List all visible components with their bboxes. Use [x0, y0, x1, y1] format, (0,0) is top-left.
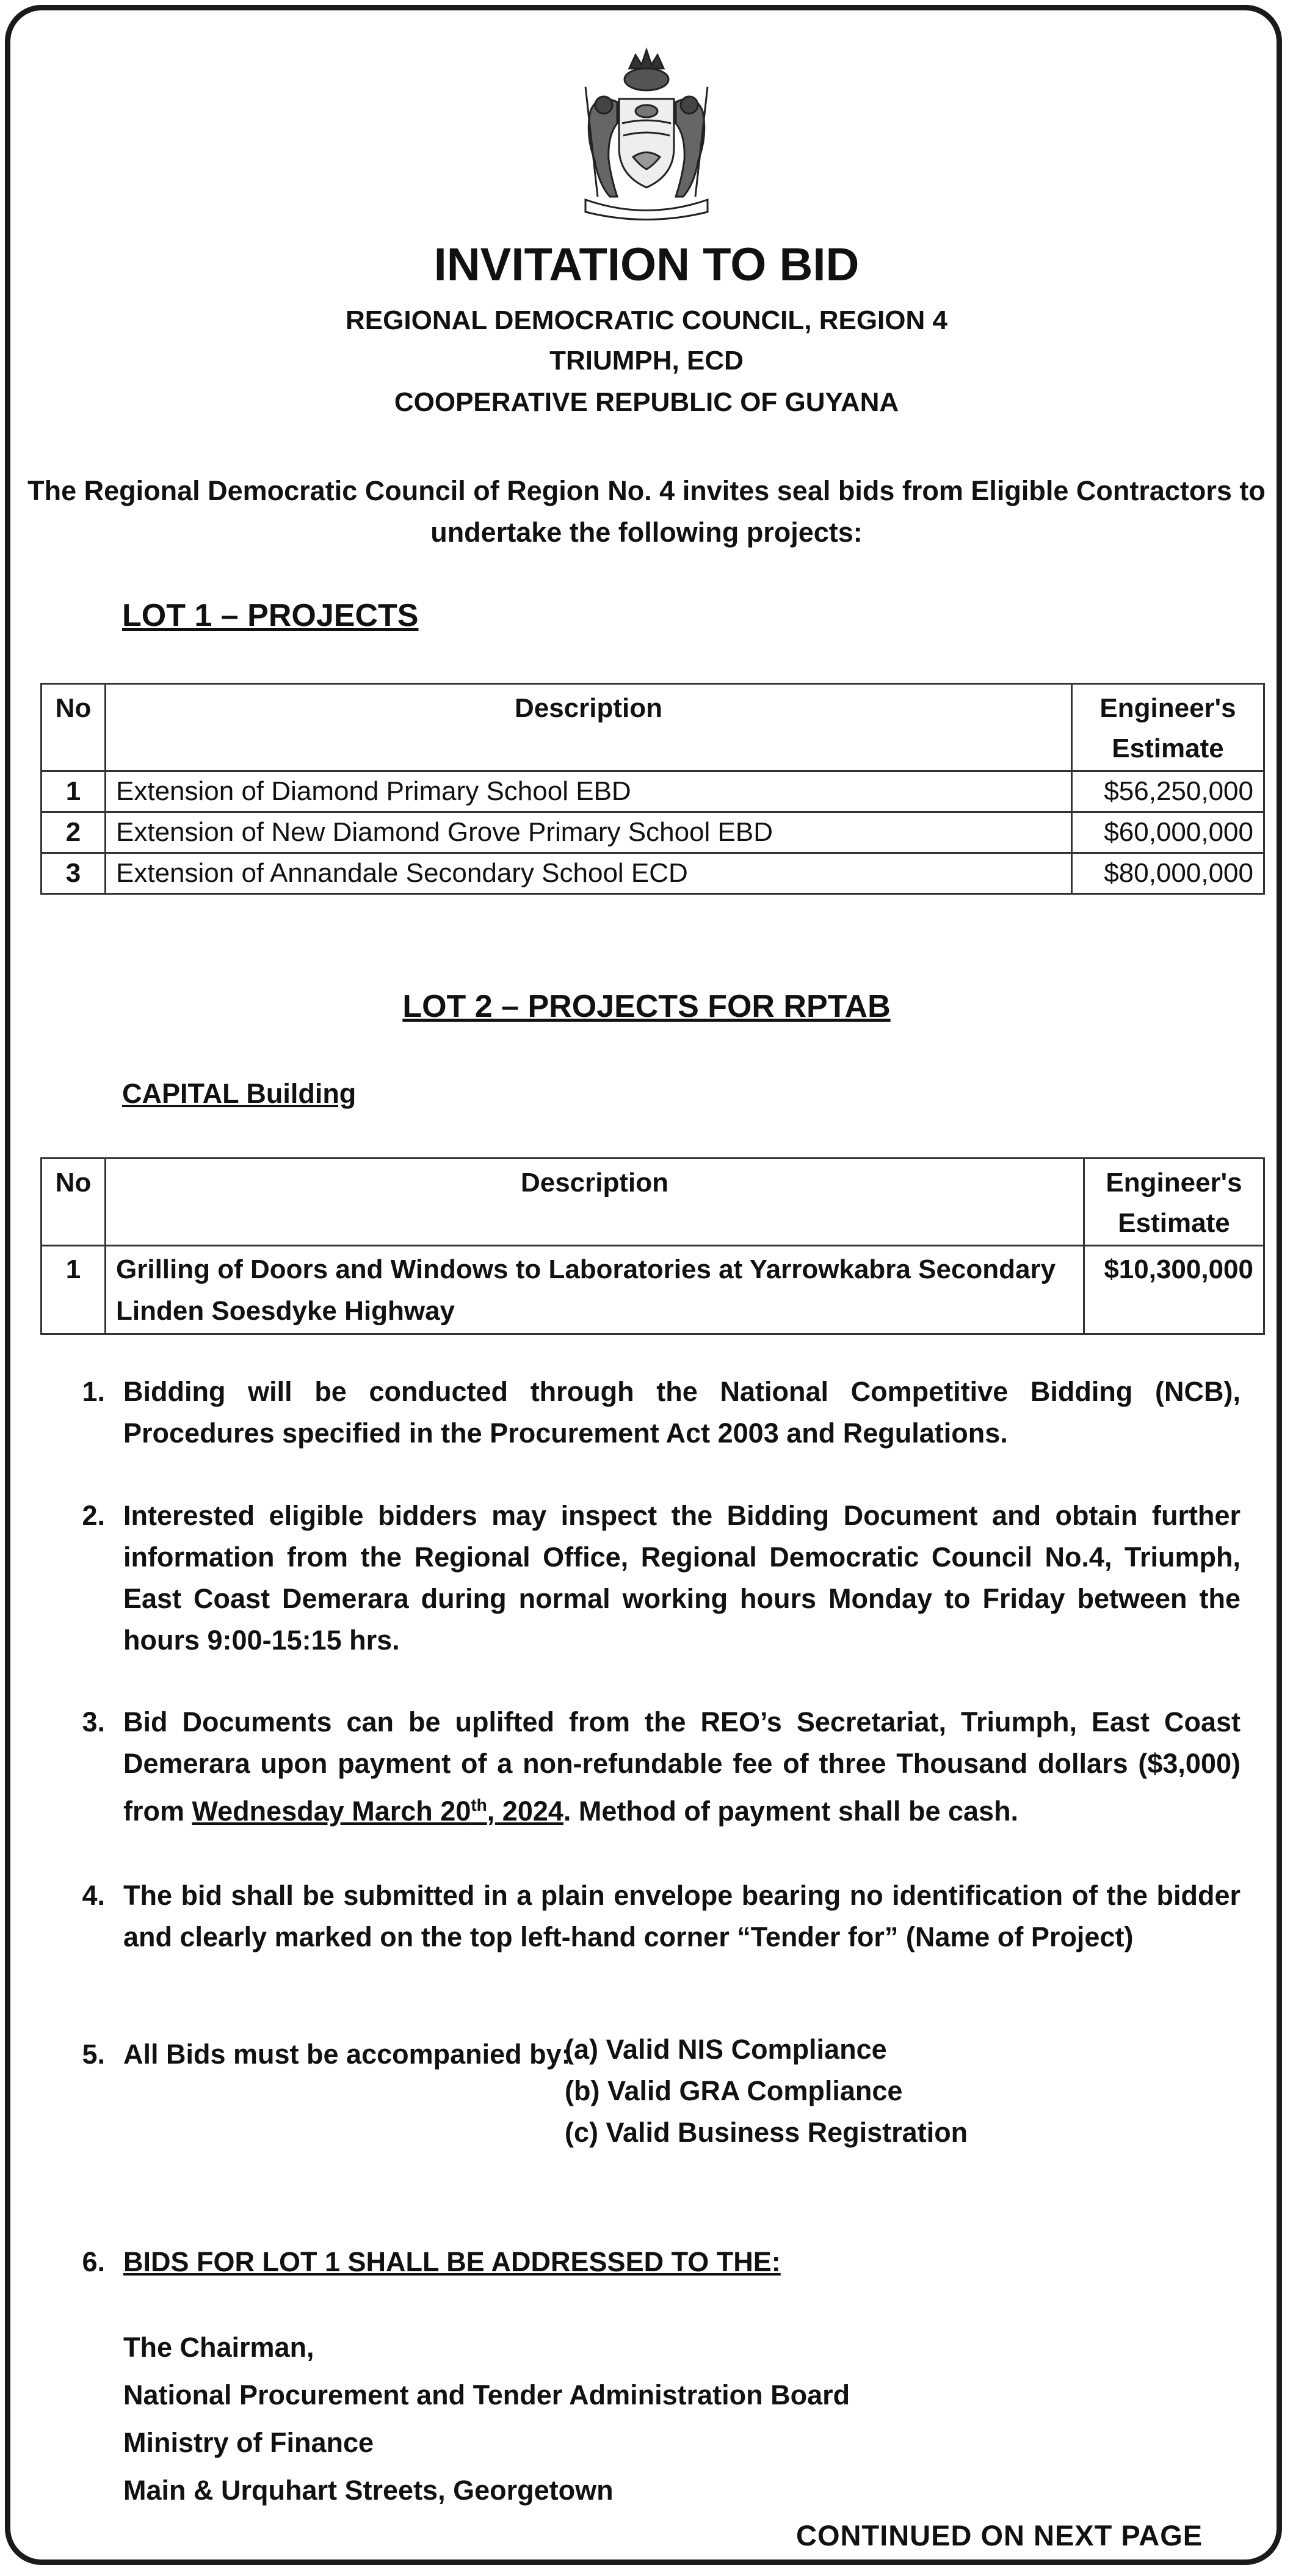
address-line: The Chairman,: [123, 2332, 314, 2363]
list-item: 1. Bidding will be conducted through the National Competitive Bidding (NCB), Procedures specified in the Procurement Act 2003 and Regulations.: [82, 1376, 1240, 1449]
lot1-table: [40, 683, 1265, 895]
requirement-gra: (b) Valid GRA Compliance: [565, 2075, 903, 2106]
table-row: 1 Extension of Diamond Primary School EBD $56,250,000: [42, 771, 1264, 812]
coat-of-arms-emblem: [561, 44, 732, 227]
issuer-country: COOPERATIVE REPUBLIC OF GUYANA: [394, 387, 899, 417]
lot2-subheading: CAPITAL Building: [122, 1078, 357, 1109]
list-item: 3. Bid Documents can be uplifted from the REO’s Secretariat, Triumph, East Coast Demerara upon payment of a non-refundable fee of three Thousand dollars ($3,000) from Wednesday March 20th, 2024. Method of payment shall be cash.: [82, 1706, 1240, 1827]
requirement-business-registration: (c) Valid Business Registration: [565, 2117, 968, 2148]
requirement-nis: (a) Valid NIS Compliance: [565, 2034, 887, 2065]
column-header-estimate: Engineer's Estimate: [1072, 684, 1264, 771]
continued-notice: CONTINUED ON NEXT PAGE: [796, 2519, 1203, 2552]
table-row: 3 Extension of Annandale Secondary School ECD $80,000,000: [42, 853, 1264, 894]
table-row: 1 Grilling of Doors and Windows to Laboratories at Yarrowkabra Secondary Linden Soesdyke Highway $10,300,000: [42, 1246, 1264, 1334]
column-header-description: Description: [106, 684, 1072, 771]
issuer-name: REGIONAL DEMOCRATIC COUNCIL, REGION 4: [346, 305, 947, 335]
document-title: INVITATION TO BID: [433, 239, 860, 291]
address-line: National Procurement and Tender Administration Board: [123, 2379, 850, 2410]
lot2-heading: LOT 2 – PROJECTS FOR RPTAB: [402, 989, 891, 1024]
lot1-heading: LOT 1 – PROJECTS: [122, 598, 419, 633]
list-item: 6. BIDS FOR LOT 1 SHALL BE ADDRESSED TO THE:: [82, 2246, 781, 2277]
issuer-location: TRIUMPH, ECD: [549, 346, 744, 376]
list-item: 5. All Bids must be accompanied by:: [82, 2039, 571, 2070]
column-header-no: No: [42, 684, 106, 771]
bid-start-date: Wednesday March 20th, 2024: [192, 1796, 563, 1827]
column-header-estimate: Engineer's Estimate: [1084, 1159, 1264, 1246]
list-item: 4. The bid shall be submitted in a plain envelope bearing no identification of the bidder and clearly marked on the top left-hand corner “Tender for” (Name of Project): [82, 1880, 1240, 1952]
column-header-description: Description: [106, 1159, 1084, 1246]
lot2-table: [40, 1157, 1265, 1335]
table-row: 2 Extension of New Diamond Grove Primary School EBD $60,000,000: [42, 812, 1264, 853]
column-header-no: No: [42, 1159, 106, 1246]
intro-paragraph: The Regional Democratic Council of Region No. 4 invites seal bids from Eligible Contractors to undertake the following projects:: [27, 475, 1266, 548]
address-line: Ministry of Finance: [123, 2427, 374, 2458]
list-item: 2. Interested eligible bidders may inspect the Bidding Document and obtain further information from the Regional Office, Regional Democratic Council No.4, Triumph, East Coast Demerara during normal working hours Monday to Friday between the hours 9:00-15:15 hrs.: [82, 1500, 1240, 1656]
address-line: Main & Urquhart Streets, Georgetown: [123, 2475, 614, 2506]
